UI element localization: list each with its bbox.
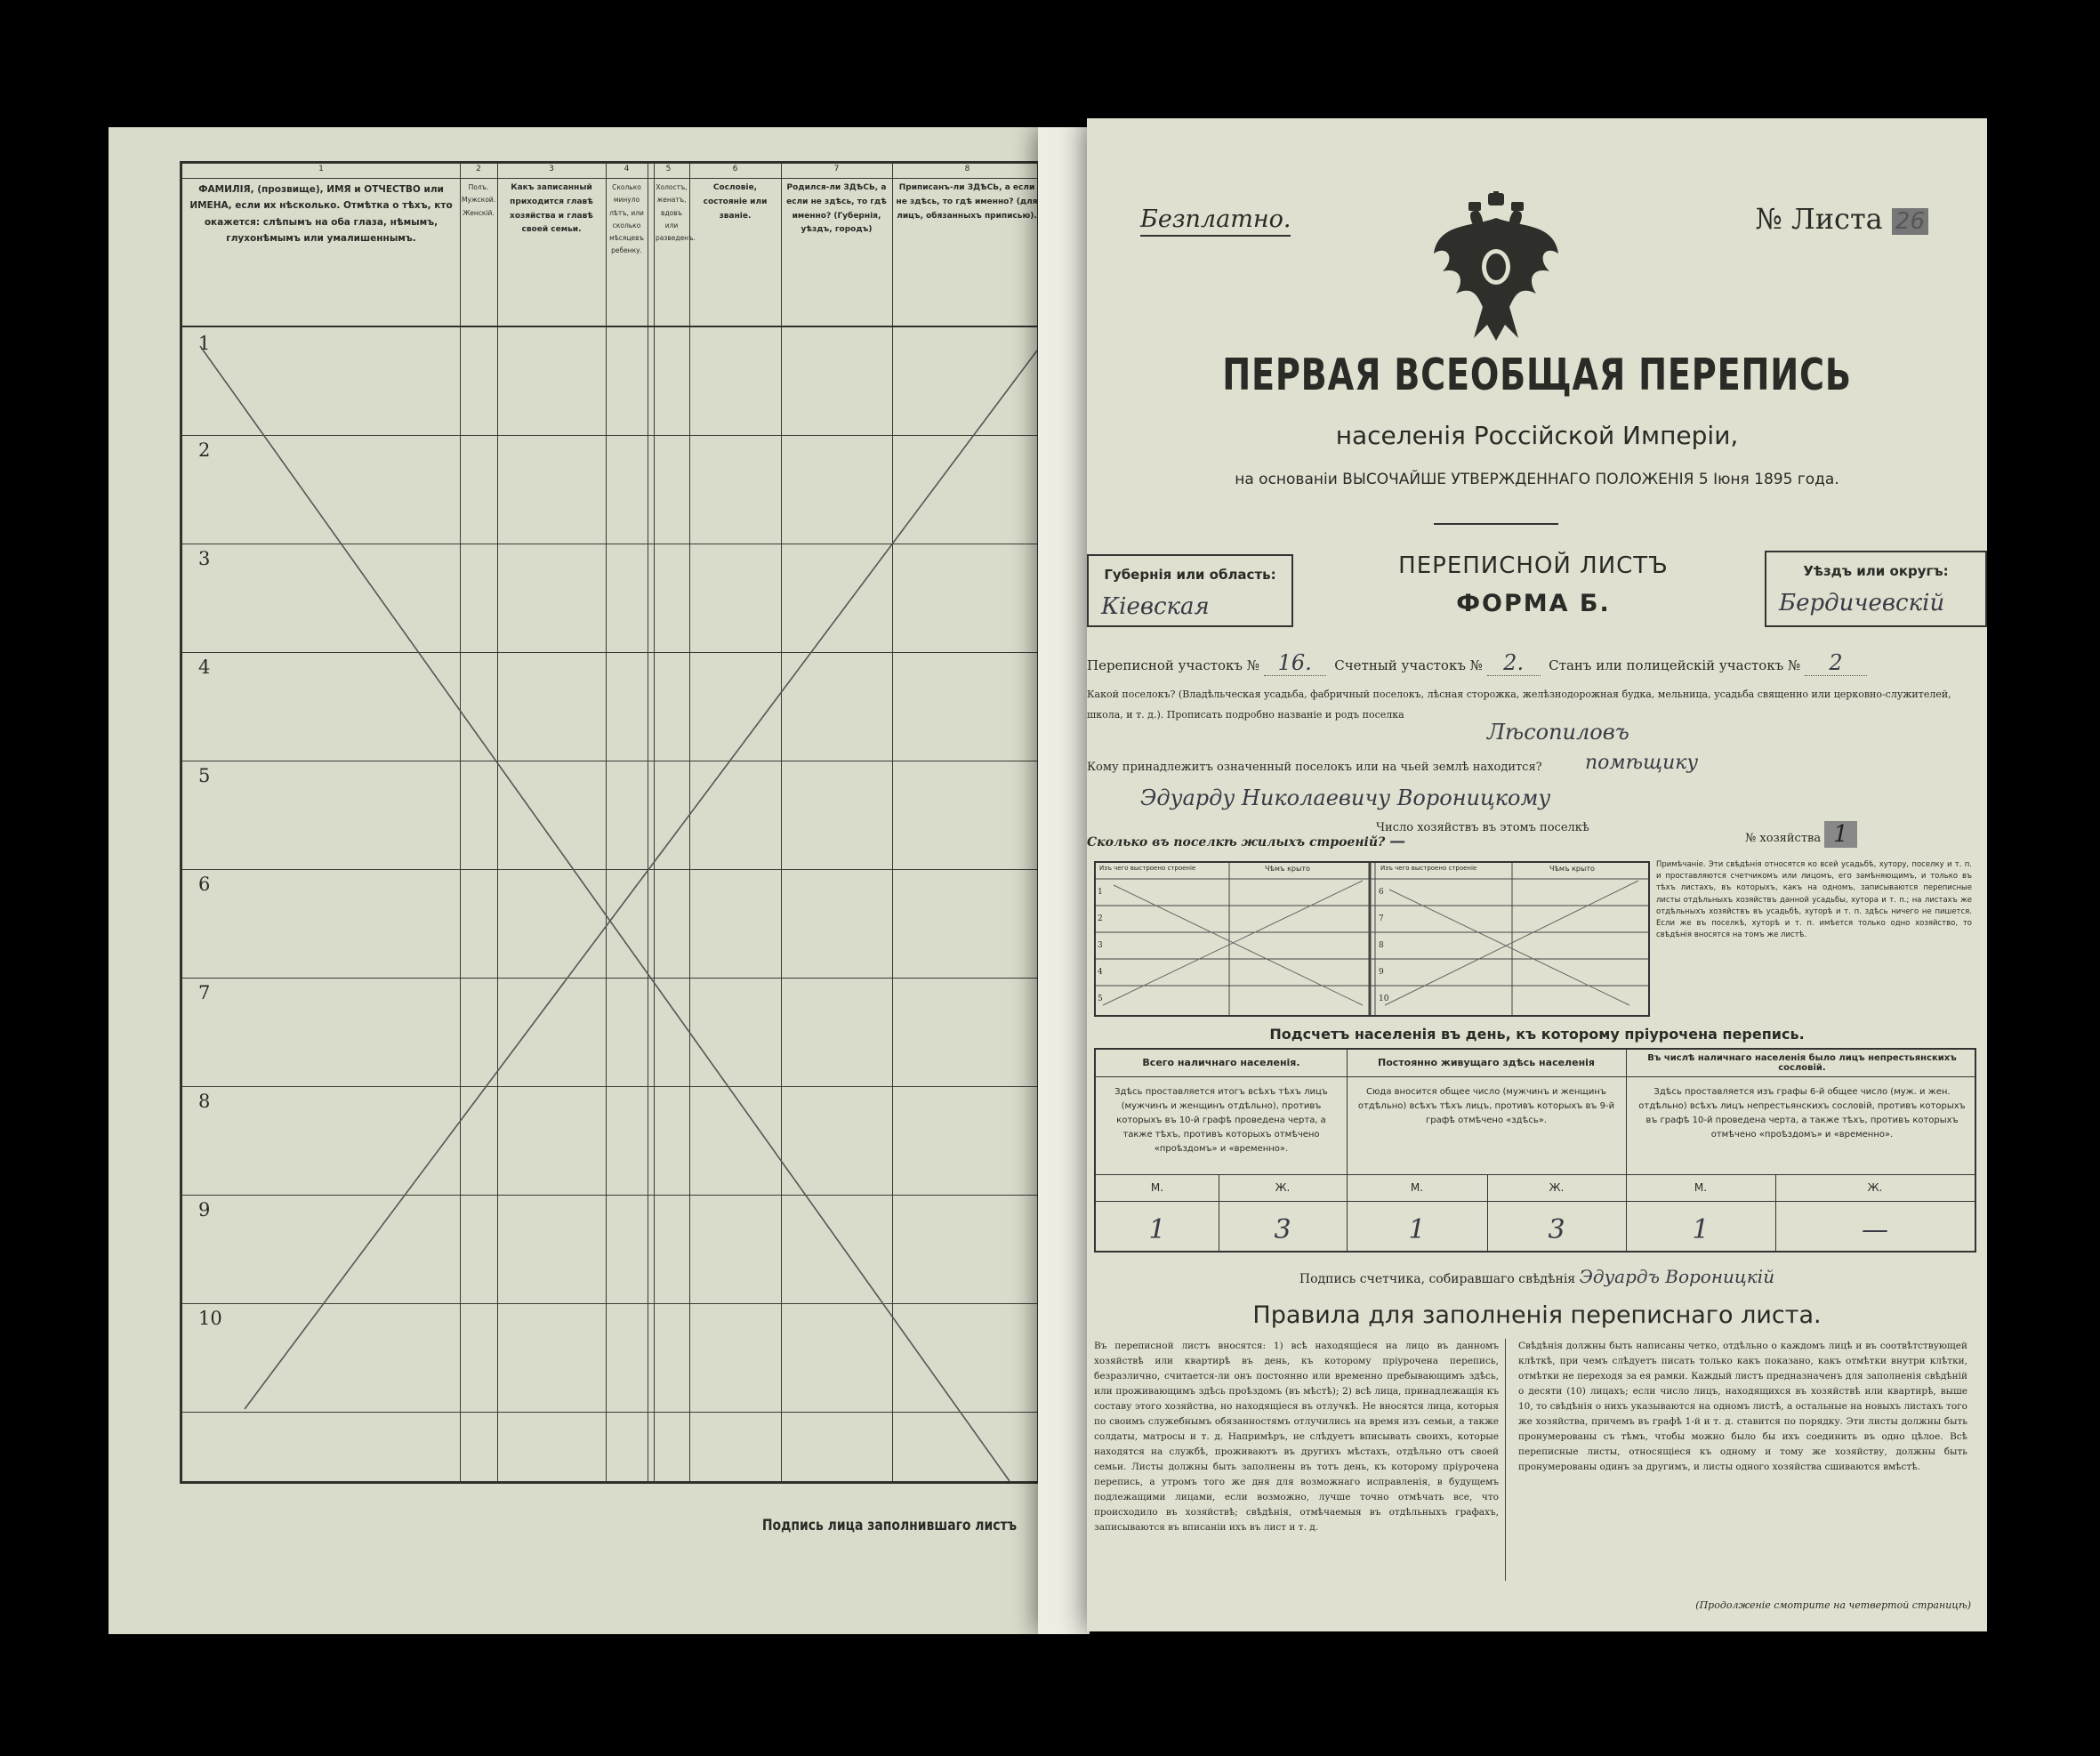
bld-row-number: 2 <box>1098 914 1103 923</box>
count-district-label: Счетный участокъ № <box>1334 657 1483 673</box>
ct-desc-non-peasant: Здѣсь проставляется изъ графы 6-й общее число (муж. и жен. отдѣльно) всѣхъ лицъ непрестьянскихъ сословій, противъ которыхъ въ графѣ 10-й проведена черта, а также тѣхъ, противъ которыхъ отмѣчено «проѣздомъ» и «временно». <box>1638 1087 1966 1140</box>
owner-value: Эдуарду Николаевичу Вороницкому <box>1140 785 1551 810</box>
free-label: Безплатно. <box>1140 205 1291 237</box>
bld-row-number: 9 <box>1379 968 1384 977</box>
bld-row-number: 6 <box>1379 888 1384 897</box>
ct-sex-male: М. <box>1150 1181 1164 1194</box>
col-number: 1 <box>318 165 324 173</box>
row-number: 10 <box>198 1308 222 1329</box>
counter-signature-value: Эдуардъ Вороницкій <box>1579 1266 1775 1287</box>
households-label: Число хозяйствъ въ этомъ поселкѣ <box>1376 821 1589 834</box>
ct-desc-permanent: Сюда вносится общее число (мужчинъ и женщинъ отдѣльно) всѣхъ тѣхъ лицъ, противъ которыхъ въ 9-й графѣ отмѣчено «здѣсь». <box>1357 1087 1615 1125</box>
binding-strip <box>1038 127 1090 1634</box>
col-number: 6 <box>732 165 738 173</box>
census-title: ПЕРВАЯ ВСЕОБЩАЯ ПЕРЕПИСЬ <box>1222 350 1852 400</box>
col-number: 4 <box>624 165 630 173</box>
household-no-line <box>1745 821 1857 848</box>
row-number: 3 <box>198 548 211 569</box>
ct-value: 1 <box>1148 1214 1166 1245</box>
settlement-label: Какой поселокъ? (Владѣльческая усадьба, фабричный поселокъ, лѣсная сторожка, желѣзнодорожная будка, мельница, усадьба священно или церковно-служителей, школа, и т. д.). Прописать подробно названіе и родъ поселка <box>1087 689 1951 721</box>
bld-row-number: 10 <box>1379 995 1389 1003</box>
buildings-label: Сколько въ поселкѣ жилыхъ строеній? <box>1087 835 1386 850</box>
ct-sex-male: М. <box>1410 1181 1424 1194</box>
ct-head-non-peasant: Въ числѣ наличнаго населенія было лицъ непрестьянскихъ сословій. <box>1647 1053 1957 1073</box>
row-divider <box>1096 1201 1975 1202</box>
ct-value: 1 <box>1692 1214 1710 1245</box>
col-header-estate: Сословіе, состояніе или званіе. <box>703 183 768 221</box>
province-box <box>1087 554 1293 627</box>
sheet-number <box>1756 202 1928 236</box>
census-subtitle: населенія Россійской Имперіи, <box>1335 421 1739 450</box>
buildings-note: Примѣчаніе. Эти свѣдѣнія относятся ко всей усадьбѣ, хутору, поселку и т. п. и проставляются счетчикомъ или лицомъ, его замѣняющимъ, и только въ тѣхъ листахъ, въ которыхъ, какъ на одномъ, записываются переписные листы отдѣльныхъ хозяйствъ данной усадьбы, хутора и т. п.; на листахъ же отдѣльныхъ хозяйствъ въ усадьбѣ, хуторѣ и т. п. здѣсь ничего не пишется. Если же въ поселкѣ, хуторѣ и т. п. имѣется только одно хозяйство, то свѣдѣнія вносятся на томъ же листѣ. <box>1656 860 1972 940</box>
ct-head-permanent: Постоянно живущаго здѣсь населенія <box>1378 1057 1595 1068</box>
rules-title: Правила для заполненія переписнаго листа. <box>1252 1301 1822 1329</box>
row-number: 5 <box>198 765 211 786</box>
ct-sex-female: Ж. <box>1549 1181 1565 1194</box>
bld-row-number: 4 <box>1098 968 1103 977</box>
cross-out-mark <box>182 164 1037 1481</box>
counter-signature-label: Подпись счетчика, собиравшаго свѣдѣнія <box>1299 1272 1576 1286</box>
bld-row-number: 8 <box>1379 941 1384 950</box>
owner-value-2: помѣщику <box>1585 752 1699 774</box>
ct-sex-male: М. <box>1694 1181 1708 1194</box>
district-line <box>1087 650 1867 676</box>
col-header-registered: Приписанъ-ли ЗДѢСЬ, а если не здѣсь, то гдѣ именно? (для лицъ, обязанныхъ приписью). <box>896 183 1038 221</box>
col-number: 7 <box>833 165 840 173</box>
ct-value: 1 <box>1408 1214 1426 1245</box>
rules-text-right: Свѣдѣнія должны быть написаны четко, отдѣльно о каждомъ лицѣ и въ соотвѣтствующей клѣткѣ, при чемъ слѣдуетъ писать только какъ показано, какъ отмѣтки внутри клѣтки, отмѣтки не переходя за ея рамки. Каждый листъ предназначенъ для заполненія свѣдѣній о десяти (10) лицахъ; если число лицъ, находящихся въ хозяйствѣ или квартирѣ, выше 10, то свѣдѣнія о нихъ указываются на одномъ листѣ, а остальные на новыхъ листахъ того же хозяйства, причемъ въ графѣ 1-й и т. д. ставится по порядку. Эти листы должны быть пронумерованы съ тѣмъ, чтобы можно было бы ихъ соединить въ одно цѣлое. Всѣ переписные листы, относящіеся къ одному и тому же хозяйству, должны быть пронумерованы одинъ за другимъ, и листы одного хозяйства сшиваются вмѣстѣ. <box>1518 1341 1967 1472</box>
police-district-label: Станъ или полицейскій участокъ № <box>1549 657 1801 673</box>
ct-sex-female: Ж. <box>1867 1181 1883 1194</box>
filler-signature-label: Подпись лица заполнившаго листъ <box>761 1517 1017 1534</box>
district-value: 16. <box>1264 650 1326 676</box>
row-number: 7 <box>198 982 211 1003</box>
row-number: 4 <box>198 656 211 678</box>
buildings-value: — <box>1389 832 1406 850</box>
census-sheet-front-page <box>1087 118 1987 1631</box>
col-header-sex: Полъ. Мужской. Женскій. <box>462 183 496 217</box>
district-label: Переписной участокъ № <box>1087 657 1259 673</box>
county-value: Бердичевскій <box>1779 590 1945 616</box>
counter-signature-line <box>1087 1266 1987 1287</box>
bld-col-roof: Чѣмъ крыто <box>1549 865 1595 873</box>
ct-sex-female: Ж. <box>1275 1181 1291 1194</box>
population-count-title: Подсчетъ населенія въ день, къ которому пріурочена перепись. <box>1269 1026 1805 1043</box>
ct-head-present: Всего наличнаго населенія. <box>1142 1057 1300 1068</box>
persons-table <box>180 161 1040 1484</box>
household-no-value: 1 <box>1824 821 1857 848</box>
row-number: 6 <box>198 874 211 895</box>
col-header-birthplace: Родился-ли ЗДѢСЬ, а если не здѣсь, то гдѣ именно? (Губернія, уѣздъ, городъ) <box>786 183 887 235</box>
owner-label: Кому принадлежитъ означенный поселокъ или на чьей землѣ находится? <box>1087 761 1542 774</box>
col-header-age: Сколько минуло лѣтъ, или сколько мѣсяцевъ ребенку. <box>609 183 644 255</box>
bld-row-number: 3 <box>1098 941 1103 950</box>
decree-line: на основаніи ВЫСОЧАЙШЕ УТВЕРЖДЕННАГО ПОЛОЖЕНІЯ 5 Іюня 1895 года. <box>1235 471 1839 488</box>
double-headed-eagle-icon <box>1429 191 1563 342</box>
bld-col-material: Изъ чего выстроено строеніе <box>1099 865 1196 872</box>
ct-value: 3 <box>1548 1214 1565 1245</box>
bld-row-number: 7 <box>1379 914 1384 923</box>
ct-desc-present: Здѣсь проставляется итогъ всѣхъ тѣхъ лицъ (мужчинъ и женщинъ отдѣльно), противъ которыхъ въ 10-й графѣ проведена черта, а также тѣхъ, противъ которыхъ отмѣчено «проѣздомъ» и «временно». <box>1114 1087 1328 1154</box>
col-header-relation: Какъ записанный приходится главѣ хозяйства и главѣ своей семьи. <box>510 183 593 235</box>
rules-divider <box>1505 1339 1506 1581</box>
province-label: Губернія или область: <box>1104 567 1276 583</box>
bld-row-number: 1 <box>1098 888 1103 897</box>
province-value: Кіевская <box>1101 593 1210 620</box>
ct-value: — <box>1862 1214 1888 1245</box>
ct-value: 3 <box>1274 1214 1291 1245</box>
row-divider <box>1096 1174 1975 1175</box>
bld-row-number: 5 <box>1098 995 1103 1003</box>
col-number: 8 <box>964 165 970 173</box>
sheet-number-label: № Листа <box>1755 202 1883 236</box>
sheet-title: ПЕРЕПИСНОЙ ЛИСТЪ <box>1398 552 1669 579</box>
divider <box>1434 523 1558 525</box>
rules-continued-note: (Продолженіе смотрите на четвертой страницѣ) <box>1695 1599 1971 1611</box>
police-district-value: 2 <box>1805 650 1867 676</box>
row-number: 8 <box>198 1091 211 1112</box>
row-number: 1 <box>198 333 211 354</box>
household-no-label: № хозяйства <box>1745 832 1822 845</box>
bld-col-roof: Чѣмъ крыто <box>1265 865 1310 873</box>
sheet-form: ФОРМА Б. <box>1456 590 1611 617</box>
population-count-table <box>1094 1048 1976 1253</box>
col-header-marital: Холостъ, женатъ, вдовъ или разведенъ. <box>656 183 696 242</box>
bld-col-material: Изъ чего выстроено строеніе <box>1380 865 1477 872</box>
rules-text-left: Въ переписной листъ вносятся: 1) всѣ находящіеся на лицо въ данномъ хозяйствѣ или квартирѣ въ день, къ которому пріурочена перепись, безразлично, считается-ли онъ постоянно или временно пребывающимъ здѣсь, или проживающимъ здѣсь проѣздомъ (въ мѣстѣ); 2) всѣ лица, принадлежащія къ составу этого хозяйства, но находящіеся въ отлучкѣ. Не вносятся лица, которыя по своимъ служебнымъ обязанностямъ отлучились на время изъ семьи, а также солдаты, матросы и т. д. Напримѣръ, не слѣдуетъ вписывать своихъ, которые находятся на службѣ, проживаютъ въ другихъ мѣстахъ, отдѣльно отъ своей семьи. Листы должны быть заполнены въ тотъ день, къ которому пріурочена перепись, а утромъ того же дня для возможнаго исправленія, в будущемъ подлежащими лицами, если возможно, лучше точно отмѣчать все, что происходило въ хозяйствѣ; свѣдѣнія, отмѣчаемыя въ отдѣльныхъ графахъ, записываются въ вписаніи ихъ въ лист и т. д. <box>1094 1341 1499 1533</box>
count-district-value: 2. <box>1487 650 1541 676</box>
col-number: 2 <box>476 165 481 173</box>
row-number: 2 <box>198 439 211 461</box>
settlement-value: Лѣсопиловъ <box>1487 720 1629 745</box>
col-number: 3 <box>549 165 554 173</box>
county-box <box>1765 551 1987 627</box>
row-divider <box>1096 1076 1975 1077</box>
buildings-table-grid <box>1096 863 1648 1015</box>
col-number: 5 <box>665 165 672 173</box>
row-number: 9 <box>198 1199 211 1220</box>
buildings-line <box>1087 832 1405 850</box>
buildings-table <box>1094 861 1650 1017</box>
col-header-name: ФАМИЛІЯ, (прозвище), ИМЯ и ОТЧЕСТВО или ИМЕНА, если их нѣсколько. Отмѣтка о тѣхъ, кто окажется: слѣпымъ на оба глаза, нѣмымъ, глухонѣмымъ или умалишеннымъ. <box>189 184 453 245</box>
census-sheet-back-page <box>109 127 1038 1634</box>
sheet-number-value: 26 <box>1892 208 1928 235</box>
county-label: Уѣздъ или округъ: <box>1803 563 1949 579</box>
